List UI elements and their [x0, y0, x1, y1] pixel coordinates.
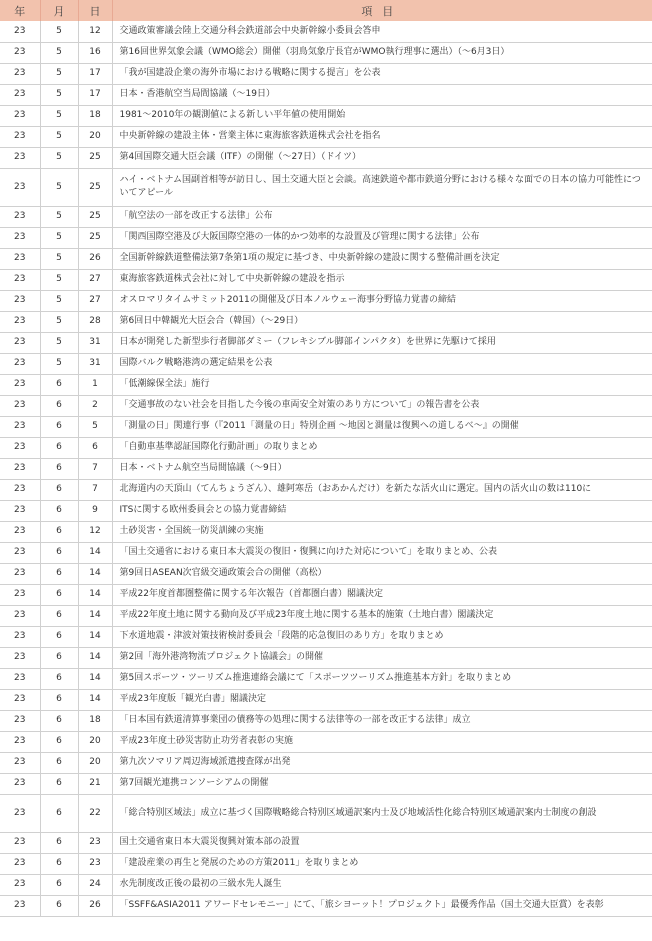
- cell-month: 6: [40, 874, 78, 895]
- cell-year: 23: [0, 832, 40, 853]
- cell-item: 第16回世界気象会議（WMO総会）開催（羽鳥気象庁長官がWMO執行理事に選出）（〜6月3日）: [112, 42, 652, 63]
- cell-month: 5: [40, 168, 78, 206]
- table-row: [0, 500, 652, 521]
- table-row: [0, 21, 652, 42]
- table-row: [0, 874, 652, 895]
- cell-day: 28: [78, 311, 112, 332]
- cell-month: 6: [40, 853, 78, 874]
- cell-month: 5: [40, 269, 78, 290]
- table-row: [0, 521, 652, 542]
- cell-year: 23: [0, 563, 40, 584]
- table-body: [0, 21, 652, 916]
- cell-item: 中央新幹線の建設主体・営業主体に東海旅客鉄道株式会社を指名: [112, 126, 652, 147]
- cell-year: 23: [0, 168, 40, 206]
- cell-year: 23: [0, 206, 40, 227]
- cell-month: 6: [40, 437, 78, 458]
- cell-day: 23: [78, 853, 112, 874]
- cell-item: 国際バルク戦略港湾の選定結果を公表: [112, 353, 652, 374]
- table-row: [0, 353, 652, 374]
- cell-month: 5: [40, 332, 78, 353]
- cell-year: 23: [0, 105, 40, 126]
- table-row: [0, 63, 652, 84]
- cell-month: 5: [40, 353, 78, 374]
- table-row: [0, 731, 652, 752]
- cell-month: 5: [40, 84, 78, 105]
- cell-month: 6: [40, 395, 78, 416]
- cell-item: 日本が開発した新型歩行者脚部ダミー（フレキシブル脚部インパクタ）を世界に先駆けて採用: [112, 332, 652, 353]
- table-row: [0, 105, 652, 126]
- cell-month: 6: [40, 374, 78, 395]
- table-row: [0, 206, 652, 227]
- table-row: [0, 458, 652, 479]
- table-row: [0, 248, 652, 269]
- header-month: 月: [40, 0, 78, 21]
- cell-day: 14: [78, 563, 112, 584]
- table-row: [0, 647, 652, 668]
- cell-month: 6: [40, 794, 78, 832]
- cell-day: 31: [78, 353, 112, 374]
- table-row: [0, 605, 652, 626]
- cell-year: 23: [0, 269, 40, 290]
- cell-item: 「国土交通省における東日本大震災の復旧・復興に向けた対応について」を取りまとめ、公表: [112, 542, 652, 563]
- cell-item: 日本・ベトナム航空当局間協議（〜9日）: [112, 458, 652, 479]
- cell-month: 6: [40, 710, 78, 731]
- table-row: [0, 84, 652, 105]
- table-row: [0, 479, 652, 500]
- cell-month: 6: [40, 832, 78, 853]
- cell-year: 23: [0, 84, 40, 105]
- table-row: [0, 689, 652, 710]
- cell-year: 23: [0, 668, 40, 689]
- cell-year: 23: [0, 63, 40, 84]
- cell-year: 23: [0, 227, 40, 248]
- cell-day: 6: [78, 437, 112, 458]
- table-row: [0, 126, 652, 147]
- cell-year: 23: [0, 605, 40, 626]
- table-row: [0, 311, 652, 332]
- cell-month: 6: [40, 500, 78, 521]
- cell-item: 平成23年度土砂災害防止功労者表彰の実施: [112, 731, 652, 752]
- cell-month: 5: [40, 147, 78, 168]
- cell-month: 5: [40, 248, 78, 269]
- table-row: [0, 563, 652, 584]
- cell-item: 国土交通省東日本大震災復興対策本部の設置: [112, 832, 652, 853]
- cell-day: 25: [78, 168, 112, 206]
- cell-month: 5: [40, 311, 78, 332]
- cell-day: 7: [78, 458, 112, 479]
- cell-day: 14: [78, 647, 112, 668]
- cell-item: ITSに関する欧州委員会との協力覚書締結: [112, 500, 652, 521]
- cell-month: 6: [40, 542, 78, 563]
- cell-year: 23: [0, 584, 40, 605]
- cell-month: 6: [40, 563, 78, 584]
- table-row: [0, 227, 652, 248]
- cell-item: 「建設産業の再生と発展のための方策2011」を取りまとめ: [112, 853, 652, 874]
- cell-year: 23: [0, 395, 40, 416]
- cell-year: 23: [0, 647, 40, 668]
- cell-month: 6: [40, 689, 78, 710]
- cell-day: 14: [78, 689, 112, 710]
- cell-month: 6: [40, 458, 78, 479]
- table-row: [0, 290, 652, 311]
- cell-day: 27: [78, 290, 112, 311]
- cell-day: 20: [78, 752, 112, 773]
- cell-item: 「測量の日」関連行事（『2011「測量の日」特別企画 〜地図と測量は復興への道しるべ〜』の開催: [112, 416, 652, 437]
- cell-year: 23: [0, 689, 40, 710]
- cell-item: 交通政策審議会陸上交通分科会鉄道部会中央新幹線小委員会答申: [112, 21, 652, 42]
- table-row: [0, 542, 652, 563]
- cell-month: 6: [40, 584, 78, 605]
- cell-item: 第9回日ASEAN次官級交通政策会合の開催（高松）: [112, 563, 652, 584]
- table-row: [0, 773, 652, 794]
- cell-day: 20: [78, 126, 112, 147]
- cell-item: 水先制度改正後の最初の三級水先人誕生: [112, 874, 652, 895]
- cell-year: 23: [0, 374, 40, 395]
- cell-year: 23: [0, 521, 40, 542]
- cell-day: 31: [78, 332, 112, 353]
- cell-month: 6: [40, 668, 78, 689]
- cell-day: 26: [78, 248, 112, 269]
- cell-item: 下水道地震・津波対策技術検討委員会「段階的応急復旧のあり方」を取りまとめ: [112, 626, 652, 647]
- cell-item: 第2回「海外港湾物流プロジェクト協議会」の開催: [112, 647, 652, 668]
- table-row: [0, 832, 652, 853]
- cell-item: 第7回観光連携コンソーシアムの開催: [112, 773, 652, 794]
- cell-year: 23: [0, 353, 40, 374]
- header-year: 年: [0, 0, 40, 21]
- cell-day: 2: [78, 395, 112, 416]
- cell-day: 18: [78, 710, 112, 731]
- table-row: [0, 895, 652, 916]
- cell-item: 「我が国建設企業の海外市場における戦略に関する提言」を公表: [112, 63, 652, 84]
- cell-item: オスロマリタイムサミット2011の開催及び日本ノルウェー海事分野協力覚書の締結: [112, 290, 652, 311]
- cell-item: 土砂災害・全国統一防災訓練の実施: [112, 521, 652, 542]
- cell-month: 5: [40, 227, 78, 248]
- cell-year: 23: [0, 874, 40, 895]
- cell-month: 6: [40, 416, 78, 437]
- cell-month: 5: [40, 126, 78, 147]
- cell-year: 23: [0, 248, 40, 269]
- cell-year: 23: [0, 710, 40, 731]
- cell-item: 第九次ソマリア周辺海域派遣捜査隊が出発: [112, 752, 652, 773]
- cell-month: 6: [40, 647, 78, 668]
- table-row: [0, 626, 652, 647]
- cell-item: 北海道内の天頂山（てんちょうざん）、雄阿寒岳（おあかんだけ）を新たな活火山に選定。国内の活火山の数は110に: [112, 479, 652, 500]
- table-row: [0, 269, 652, 290]
- cell-day: 14: [78, 542, 112, 563]
- cell-year: 23: [0, 21, 40, 42]
- cell-day: 1: [78, 374, 112, 395]
- cell-year: 23: [0, 147, 40, 168]
- cell-item: 「総合特別区域法」成立に基づく国際戦略総合特別区域通訳案内士及び地域活性化総合特別区域通訳案内士制度の創設: [112, 794, 652, 832]
- cell-day: 26: [78, 895, 112, 916]
- table-row: [0, 332, 652, 353]
- cell-year: 23: [0, 479, 40, 500]
- cell-month: 5: [40, 290, 78, 311]
- table-row: [0, 147, 652, 168]
- cell-item: 「日本国有鉄道清算事業団の債務等の処理に関する法律等の一部を改正する法律」成立: [112, 710, 652, 731]
- table-row: [0, 794, 652, 832]
- cell-item: 第5回スポーツ・ツーリズム推進連絡会議にて「スポーツツーリズム推進基本方針」を取りまとめ: [112, 668, 652, 689]
- cell-day: 14: [78, 584, 112, 605]
- table-row: [0, 710, 652, 731]
- table-row: [0, 374, 652, 395]
- cell-day: 22: [78, 794, 112, 832]
- cell-day: 27: [78, 269, 112, 290]
- cell-year: 23: [0, 311, 40, 332]
- table-row: [0, 752, 652, 773]
- cell-year: 23: [0, 458, 40, 479]
- cell-year: 23: [0, 895, 40, 916]
- cell-year: 23: [0, 500, 40, 521]
- cell-month: 6: [40, 521, 78, 542]
- cell-month: 6: [40, 479, 78, 500]
- cell-day: 14: [78, 668, 112, 689]
- cell-item: 「低潮線保全法」施行: [112, 374, 652, 395]
- cell-item: 第4回国際交通大臣会議（ITF）の開催（〜27日）（ドイツ）: [112, 147, 652, 168]
- cell-day: 21: [78, 773, 112, 794]
- cell-year: 23: [0, 794, 40, 832]
- cell-year: 23: [0, 332, 40, 353]
- cell-item: 全国新幹線鉄道整備法第7条第1項の規定に基づき、中央新幹線の建設に関する整備計画を決定: [112, 248, 652, 269]
- cell-year: 23: [0, 126, 40, 147]
- table-row: [0, 584, 652, 605]
- cell-item: 平成22年度土地に関する動向及び平成23年度土地に関する基本的施策（土地白書）閣議決定: [112, 605, 652, 626]
- table-row: [0, 168, 652, 206]
- cell-day: 17: [78, 63, 112, 84]
- cell-item: 日本・香港航空当局間協議（〜19日）: [112, 84, 652, 105]
- table-row: [0, 437, 652, 458]
- cell-month: 6: [40, 895, 78, 916]
- table-row: [0, 416, 652, 437]
- cell-item: 「交通事故のない社会を目指した今後の車両安全対策のあり方について」の報告書を公表: [112, 395, 652, 416]
- cell-day: 23: [78, 832, 112, 853]
- cell-day: 17: [78, 84, 112, 105]
- cell-year: 23: [0, 437, 40, 458]
- cell-year: 23: [0, 42, 40, 63]
- table-row: [0, 853, 652, 874]
- cell-month: 6: [40, 773, 78, 794]
- cell-year: 23: [0, 731, 40, 752]
- cell-month: 6: [40, 605, 78, 626]
- cell-item: 第6回日中韓観光大臣会合（韓国）（〜29日）: [112, 311, 652, 332]
- table-row: [0, 42, 652, 63]
- cell-day: 24: [78, 874, 112, 895]
- cell-day: 16: [78, 42, 112, 63]
- cell-day: 5: [78, 416, 112, 437]
- cell-day: 20: [78, 731, 112, 752]
- cell-day: 25: [78, 147, 112, 168]
- cell-month: 5: [40, 63, 78, 84]
- cell-year: 23: [0, 626, 40, 647]
- header-day: 日: [78, 0, 112, 21]
- cell-day: 25: [78, 227, 112, 248]
- cell-year: 23: [0, 290, 40, 311]
- cell-year: 23: [0, 853, 40, 874]
- cell-day: 25: [78, 206, 112, 227]
- cell-year: 23: [0, 752, 40, 773]
- cell-item: 1981〜2010年の観測値による新しい平年値の使用開始: [112, 105, 652, 126]
- cell-item: 平成23年度版「観光白書」閣議決定: [112, 689, 652, 710]
- cell-item: 東海旅客鉄道株式会社に対して中央新幹線の建設を指示: [112, 269, 652, 290]
- table-row: [0, 395, 652, 416]
- cell-month: 5: [40, 21, 78, 42]
- cell-month: 6: [40, 626, 78, 647]
- cell-day: 14: [78, 605, 112, 626]
- cell-item: 「自動車基準認証国際化行動計画」の取りまとめ: [112, 437, 652, 458]
- header-row: [0, 0, 652, 21]
- cell-month: 5: [40, 206, 78, 227]
- cell-item: ハイ・ベトナム国副首相等が訪日し、国土交通大臣と会談。高速鉄道や都市鉄道分野における様々な面での日本の協力可能性についてアピール: [112, 168, 652, 206]
- cell-year: 23: [0, 773, 40, 794]
- cell-day: 12: [78, 21, 112, 42]
- cell-day: 7: [78, 479, 112, 500]
- cell-day: 14: [78, 626, 112, 647]
- header-item: 項目: [112, 0, 652, 21]
- cell-day: 9: [78, 500, 112, 521]
- cell-item: 「SSFF&ASIA2011 アワードセレモニー」にて、「旅シヨーット！プロジェクト」最優秀作品（国土交通大臣賞）を表彰: [112, 895, 652, 916]
- cell-month: 5: [40, 105, 78, 126]
- cell-month: 6: [40, 752, 78, 773]
- cell-day: 12: [78, 521, 112, 542]
- table-row: [0, 668, 652, 689]
- cell-item: 「航空法の一部を改正する法律」公布: [112, 206, 652, 227]
- cell-month: 6: [40, 731, 78, 752]
- cell-year: 23: [0, 416, 40, 437]
- cell-day: 18: [78, 105, 112, 126]
- cell-item: 平成22年度首都圏整備に関する年次報告（首都圏白書）閣議決定: [112, 584, 652, 605]
- cell-item: 「関西国際空港及び大阪国際空港の一体的かつ効率的な設置及び管理に関する法律」公布: [112, 227, 652, 248]
- cell-month: 5: [40, 42, 78, 63]
- cell-year: 23: [0, 542, 40, 563]
